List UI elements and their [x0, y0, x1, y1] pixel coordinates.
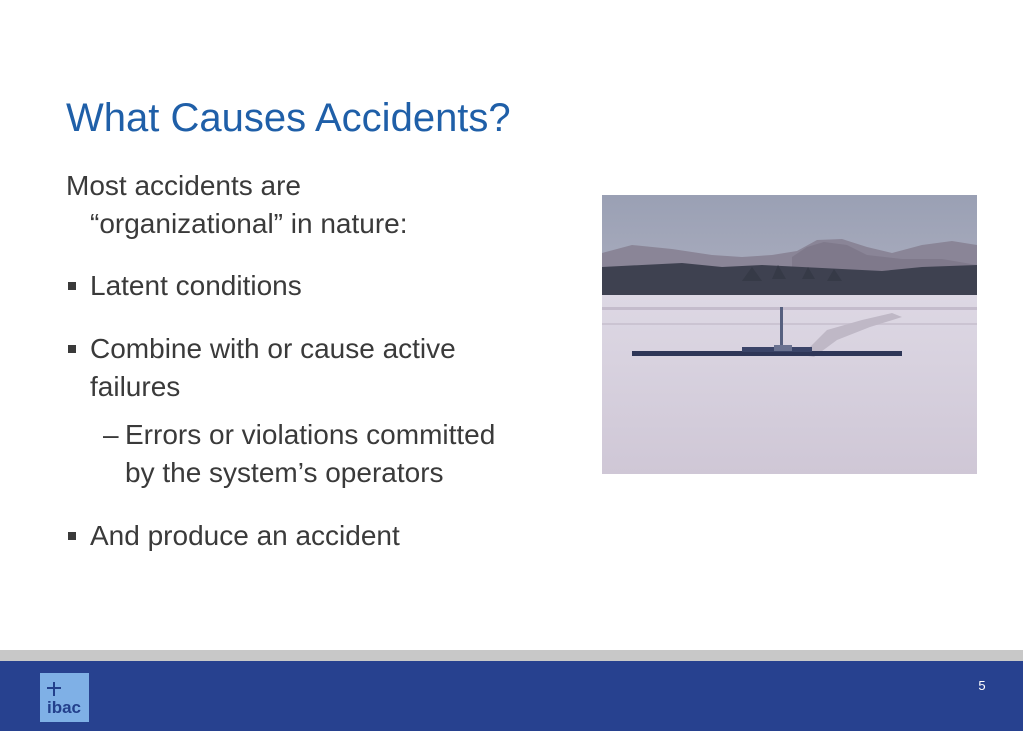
footer-band [0, 661, 1023, 731]
sub-bullet-dash: – [103, 419, 119, 450]
intro-line-2: “organizational” in nature: [90, 208, 408, 239]
crashed-plane-photo [602, 195, 977, 474]
intro-paragraph [66, 167, 566, 243]
bullet-text: Latent conditions [90, 270, 302, 301]
bullet-latent-conditions [66, 267, 546, 305]
bullet-text-line-2: failures [90, 371, 181, 402]
intro-line-1: Most accidents are [66, 170, 301, 201]
sub-bullet-line-2: by the system’s operators [125, 457, 444, 488]
footer-stripe [0, 650, 1023, 661]
sub-bullet-line-1: Errors or violations committed [125, 419, 496, 450]
bullet-marker [68, 532, 76, 540]
bullet-marker [68, 282, 76, 290]
sub-bullet-errors [103, 416, 573, 492]
bullet-marker [68, 345, 76, 353]
bullet-text-line-1: Combine with or cause active [90, 333, 456, 364]
bullet-combine [66, 330, 546, 406]
bullet-text: And produce an accident [90, 520, 400, 551]
bullet-produce-accident [66, 517, 546, 555]
ibac-logo [40, 673, 89, 722]
page-number: 5 [978, 678, 986, 693]
svg-text:ibac: ibac [46, 698, 82, 717]
slide-title: What Causes Accidents? [66, 96, 511, 140]
